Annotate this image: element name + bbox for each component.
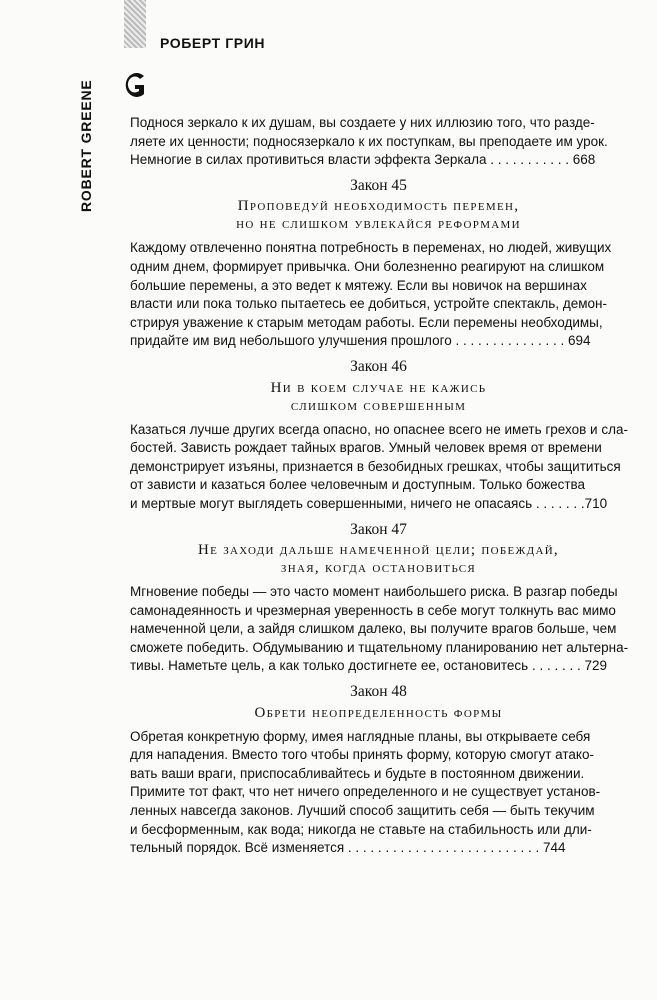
- text-line: власти или пока только пытаетесь ее добиться, устройте спектакль, демон-: [130, 296, 607, 312]
- text-line: стрируя уважение к старым методам работы. Если перемены необходимы,: [130, 314, 603, 330]
- text-line: одним днем, формирует привычка. Они болезненно реагируют на слишком: [130, 258, 605, 274]
- law-47-section: [130, 521, 627, 677]
- law-number: Закон 45: [350, 176, 407, 194]
- text-line: и бесформенным, как вода; никогда не ставьте на стабильность или дли-: [130, 821, 592, 837]
- side-author-label: ROBERT GREENE: [78, 79, 94, 212]
- law-number: Закон 47: [350, 520, 407, 538]
- text-line: Примите тот факт, что нет ничего определенного и не существует установ-: [130, 784, 601, 800]
- law-description: [130, 239, 627, 351]
- law-title: [130, 379, 627, 415]
- law-title-line: Проповедуй необходимость перемен,: [237, 198, 520, 215]
- law-description: [130, 583, 627, 676]
- text-line: Каждому отвлеченно понятна потребность в переменах, но людей, живущих: [130, 240, 612, 256]
- law-46-section: [130, 358, 627, 514]
- text-line: от зависти и казаться более человечным и доступным. Только божества: [130, 477, 586, 493]
- law-title: [130, 704, 627, 722]
- text-line: Казаться лучше других всегда опасно, но опаснее всего не иметь грехов и сла-: [130, 421, 628, 437]
- law-number: Закон 46: [350, 357, 407, 375]
- text-line: Обретая конкретную форму, имея наглядные планы, вы открываете себя: [130, 728, 591, 744]
- text-line: Поднося зеркало к их душам, вы создаете у них иллюзию того, что разде-: [130, 115, 595, 130]
- law-48-section: [130, 683, 627, 858]
- law-number: Закон 48: [350, 683, 407, 701]
- intro-paragraph: [130, 114, 627, 170]
- g-logo-icon: [122, 70, 148, 100]
- running-header-title: РОБЕРТ ГРИН: [160, 35, 266, 51]
- law-description: [130, 421, 627, 514]
- text-line: намеченной цели, а зайдя слишком далеко, вы получите врагов больше, чем: [130, 621, 617, 637]
- law-title-line: Не заходи дальше намеченной цели; побеждай,: [198, 542, 559, 559]
- text-line: ляете их ценности; подносязеркало к их поступкам, вы преподаете им урок.: [130, 133, 608, 149]
- text-line: и мертвые могут выглядеть совершенными, ничего не опасаясь . . . . . . .710: [130, 495, 608, 511]
- text-line: сможете победить. Обдумыванию и тщательному планированию нет альтерна-: [130, 639, 629, 655]
- text-line: тельный порядок. Всё изменяется . . . . . . . . . . . . . . . . . . . . . . . . . . 744: [130, 840, 566, 856]
- text-line: самонадеянность и чрезмерная уверенность в себе могут толкнуть вас мимо: [130, 602, 616, 618]
- law-title-line: Обрети неопределенность формы: [254, 704, 503, 721]
- law-title-line: но не слишком увлекайся реформами: [236, 216, 521, 233]
- text-line: тивы. Наметьте цель, а как только достигнете ее, остановитесь . . . . . . . 729: [130, 658, 607, 674]
- text-line: для нападения. Вместо того чтобы принять форму, которую смогут атако-: [130, 747, 594, 763]
- law-title-line: зная, когда остановиться: [280, 560, 477, 577]
- text-line: Немногие в силах противиться власти эффекта Зеркала . . . . . . . . . . . 668: [130, 152, 596, 168]
- text-line: большие перемены, а это ведет к мятежу. Если вы новичок на вершинах: [130, 277, 587, 293]
- text-line: ленных навсегда законов. Лучший способ защитить себя — быть текучим: [130, 803, 595, 819]
- law-title-line: Ни в коем случае не кажись: [270, 379, 487, 396]
- text-line: вать ваши враги, приспосабливайтесь и будьте в постоянном движении.: [130, 765, 585, 781]
- text-line: придайте им вид небольшого улучшения прошлого . . . . . . . . . . . . . . . 694: [130, 333, 591, 349]
- top-decor-strip: [124, 0, 146, 48]
- law-title-line: слишком совершенным: [290, 397, 467, 414]
- text-line: бостей. Зависть рождает тайных врагов. Умный человек время от времени: [130, 440, 602, 456]
- law-description: [130, 728, 627, 858]
- text-line: Мгновение победы — это часто момент наибольшего риска. В разгар победы: [130, 584, 618, 600]
- law-45-section: [130, 177, 627, 351]
- text-line: демонстрирует изъяны, признается в безобидных грешках, чтобы защититься: [130, 458, 621, 474]
- law-title: [130, 541, 627, 577]
- law-title: [130, 197, 627, 233]
- toc-content: [130, 114, 627, 858]
